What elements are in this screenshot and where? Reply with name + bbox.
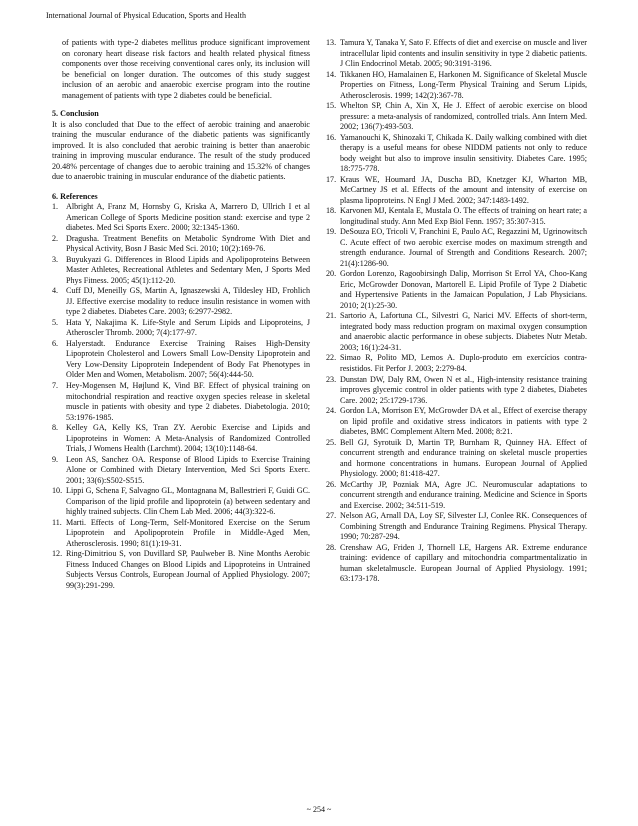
reference-item [52,549,310,591]
reference-text: Hata Y, Nakajima K. Life-Style and Serum Lipids and Lipoproteins, J Atheroscler Thromb. 2000; 7(4):177-97. [66,317,310,338]
reference-number: 26. [326,479,337,489]
reference-item [52,234,310,255]
reference-number: 10. [52,486,63,496]
reference-item [52,202,310,234]
conclusion-heading: 5. Conclusion [52,109,99,119]
reference-number: 11. [52,517,62,527]
reference-item [326,353,587,374]
reference-item [326,406,587,438]
reference-number: 18. [326,206,337,216]
reference-item [326,133,587,175]
reference-number: 23. [326,374,337,384]
reference-item [52,318,310,339]
journal-header: International Journal of Physical Education, Sports and Health [46,11,246,20]
reference-item [52,286,310,318]
reference-number: 22. [326,353,337,363]
reference-number: 15. [326,101,337,111]
reference-item [326,311,587,353]
reference-item [326,480,587,512]
reference-number: 5. [52,317,59,327]
reference-text: Simao R, Polito MD, Lemos A. Duplo-produto em exercícios contra-resistidos. Fit Perfor J. 2003; 2:279-84. [340,353,587,373]
reference-text: McCarthy JP, Pozniak MA, Agre JC. Neuromuscular adaptations to concurrent strength and endurance training. Medicine and Science in Sports and Exercise. 2002; 34:511-519. [340,479,587,510]
reference-number: 21. [326,311,337,321]
reference-item [326,70,587,102]
reference-item [326,206,587,227]
reference-text: Gordon Lorenzo, Ragoobirsingh Dalip, Morrison St Errol YA, Choo-Kang Eric, McGrowder Donovan, Martorell E. Lipid Profile of Type 2 Diabetic and Hypertensive Patients in the Jamaican Population, J Lab Physicians. 2010; 2(1):25-30. [340,269,587,310]
reference-number: 2. [52,233,59,243]
reference-text: Buyukyazi G. Differences in Blood Lipids and Apolipoproteins Between Master Athletes, Recreational Athletes and Sedentary Men, J Sports Med Phys Fitness. 2005; 45(1):112-20. [66,254,310,285]
reference-item [326,375,587,407]
reference-text: Ring-Dimitriou S, von Duvillard SP, Paulweber B. Nine Months Aerobic Fitness Induced Changes on Blood Lipids and Lipoproteins in Untrained Subjects Versus Controls, European Journal of Applied Physiology. 2007; 99(3):291-299. [66,549,310,590]
reference-item [326,101,587,133]
reference-item [326,227,587,269]
reference-text: Tikkanen HO, Hamalainen E, Harkonen M. Significance of Skeletal Muscle Properties on Fitness, Long-Term Physical Training and Serum Lipids, Atherosclerosis. 1999; 142(2):367-78. [340,69,587,100]
reference-item [326,269,587,311]
reference-number: 7. [52,380,59,390]
reference-number: 13. [326,38,337,47]
references-list-left [52,202,310,591]
references-list-right [326,38,587,585]
reference-number: 25. [326,437,337,447]
reference-text: Gordon LA, Morrison EY, McGrowder DA et al., Effect of exercise therapy on lipid profile and oxidative stress indicators in patients with type 2 diabetes, BMC Complement Altern Med. 2008; 8:21. [340,406,587,437]
reference-text: DeSouza EO, Tricoli V, Franchini E, Paulo AC, Regazzini M, Ugrinowitsch C. Acute effect of two aerobic exercise modes on maximum strength and strength endurance. Journal of Strength and Conditions Research. 2007; 21(4):1286-90. [340,227,587,268]
reference-text: Halyerstadt. Endurance Exercise Training Raises High-Density Lipoprotein Cholesterol and Lowers Small Low-Density Lipoprotein and Very Low-Density Lipoprotein Independent of Body Fat Phenotypes in Older Men and Women, Metabolism. 2007; 56(4):444-50. [66,338,310,380]
reference-item [52,423,310,455]
reference-text: Bell GJ, Syrotuik D, Martin TP, Burnham R, Quinney HA. Effect of concurrent strength and endurance training on skeletal muscle properties and hormone concentrations in humans. European Journal of Applied Physiology. 2000; 81:418-427. [340,437,587,479]
left-column [52,38,310,591]
reference-item [326,438,587,480]
references-heading: 6. References [52,191,98,201]
reference-text: Dragusha. Treatment Benefits on Metabolic Syndrome With Diet and Physical Activity, Bosn J Basic Med Sci. 2010; 10(2):169-76. [66,233,310,254]
reference-number: 4. [52,286,59,296]
reference-text: Whelton SP, Chin A, Xin X, He J. Effect of aerobic exercise on blood pressure: a meta-analysis of randomized, controlled trials. Ann Intern Med. 2002; 136(7):493-503. [340,101,587,132]
reference-text: Kraus WE, Houmard JA, Duscha BD, Knetzger KJ, Wharton MB, McCartney JS et al. Effects of the amount and intensity of exercise on plasma lipoproteins. N Engl J Med. 2002; 347:1483-1492. [340,174,587,205]
reference-item [52,518,310,550]
reference-number: 8. [52,423,59,433]
reference-number: 28. [326,542,337,552]
reference-text: Cuff DJ, Meneilly GS, Martin A, Ignaszewski A, Tildesley HD, Frohlich JJ. Effective exercise modality to reduce insulin resistance in women with type 2 diabetes. Diabetes Care. 2003; 6:2977-2982. [66,286,310,317]
reference-number: 19. [326,227,337,237]
reference-text: Crenshaw AG, Friden J, Thornell LE, Hargens AR. Extreme endurance training: evidence of capillary and mitochondria compartmentalizatio in human skeletalmuscle. European Journal of Applied Physiology. 1991; 63:173-178. [340,542,587,584]
reference-item [52,486,310,518]
reference-item [326,543,587,585]
reference-text: Lippi G, Schena F, Salvagno GL, Montagnana M, Ballestrieri F, Guidi GC. Comparison of the lipid profile and lipoprotein (a) between sedentary and highly trained subjects. Clin Chem Lab Med. 2006; 44(3):322-6. [66,486,310,517]
reference-item [52,339,310,381]
reference-text: Dunstan DW, Daly RM, Owen N et al., High-intensity resistance training improves glycemic control in older patients with type 2 diabetes, Diabetes Care. 2002; 25:1729-1736. [340,374,587,405]
reference-item [52,255,310,287]
conclusion-text: It is also concluded that Due to the effect of aerobic training and anaerobic training the muscular endurance of the diabetic patients was significantly improved. It is also concluded that aerobic training is better than anaerobic training in improving muscular endurance. The result of the study produced 20.48% percentage of changes due to aerobic training and 15.32% of changes due to anaerobic training in muscular endurance of the diabetic patients. [52,119,310,182]
reference-text: Sartorio A, Lafortuna CL, Silvestri G, Narici MV. Effects of short-term, integrated body mass reduction program on maximal oxygen consumption and anaerobic alactic performance in obese subjects. Diabetes Nutr Metab. 2003; 16(1):24-31. [340,311,587,352]
right-column [326,38,587,585]
reference-text: Albright A, Franz M, Hornsby G, Kriska A, Marrero D, Ullrich I et al American College of Sports Medicine position stand: exercise and type 2 diabetes. Med Sci Sports Exerc. 2000; 32:1345-1360. [66,202,310,233]
reference-number: 1. [52,202,59,212]
reference-number: 14. [326,69,337,79]
reference-item [52,381,310,423]
reference-text: Leon AS, Sanchez OA. Response of Blood Lipids to Exercise Training Alone or Combined with Dietary Intervention, Med Sci Sports Exerc. 2001; 33(6):S502-S515. [66,454,310,485]
reference-number: 6. [52,338,59,348]
page-number: ~ 254 ~ [306,805,332,814]
reference-number: 3. [52,254,59,264]
reference-text: Marti. Effects of Long-Term, Self-Monitored Exercise on the Serum Lipoprotein and Apolipoprotein Profile in Middle-Aged Men, Atherosclerosis. 1990; 81(1):19-31. [66,517,310,548]
reference-number: 12. [52,549,63,559]
reference-text: Yamanouchi K, Shinozaki T, Chikada K. Daily walking combined with diet therapy is a useful means for obese NIDDM patients not only to reduce body weight but also to improve insulin sensitivity. Diabetes Care. 1995; 18:775-778. [340,132,587,174]
reference-item [326,175,587,207]
reference-item [326,38,587,70]
reference-number: 20. [326,269,337,279]
reference-text: Kelley GA, Kelly KS, Tran ZY. Aerobic Exercise and Lipids and Lipoproteins in Women: A Meta-Analysis of Randomized Controlled Trials, J Womens Health (Larchmt). 2004; 13(10):1148-64. [66,423,310,454]
reference-number: 9. [52,454,59,464]
reference-item [52,455,310,487]
reference-number: 17. [326,174,337,184]
reference-text: Nelson AG, Arnall DA, Loy SF, Silvester LJ, Conlee RK. Consequences of Combining Strength and Endurance Training Regimens. Physical Therapy. 1990; 70:287-294. [340,511,587,542]
reference-text: Hey-Mogensen M, Højlund K, Vind BF. Effect of physical training on mitochondrial respiration and reactive oxygen species release in skeletal muscle in patients with obesity and type 2 diabetes. Diabetologia. 2010; 53:1976-1985. [66,380,310,422]
intro-paragraph: of patients with type-2 diabetes mellitus produce significant improvement on coronary heart disease risk factors and health related physical fitness components over those receiving conventional cares only, its inclusion will be beneficial on longer duration. The outcomes of this study suggest inclusion of an aerobic and anaerobic exercise program into the routine management of patients with type 2 diabetes could be beneficial. [62,38,310,100]
reference-text: Karvonen MJ, Kentala E, Mustala O. The effects of training on heart rate; a longitudinal study. Ann Med Exp Biol Fenn. 1957; 35:307-315. [340,206,587,226]
reference-item [326,511,587,543]
reference-number: 16. [326,132,337,142]
reference-number: 24. [326,406,337,416]
reference-number: 27. [326,511,337,521]
reference-text: Tamura Y, Tanaka Y, Sato F. Effects of diet and exercise on muscle and liver intracellular lipid contents and insulin sensitivity in type 2 diabetic patients. J Clin Endocrinol Metab. 2005; 90:3191-3196. [340,38,587,69]
